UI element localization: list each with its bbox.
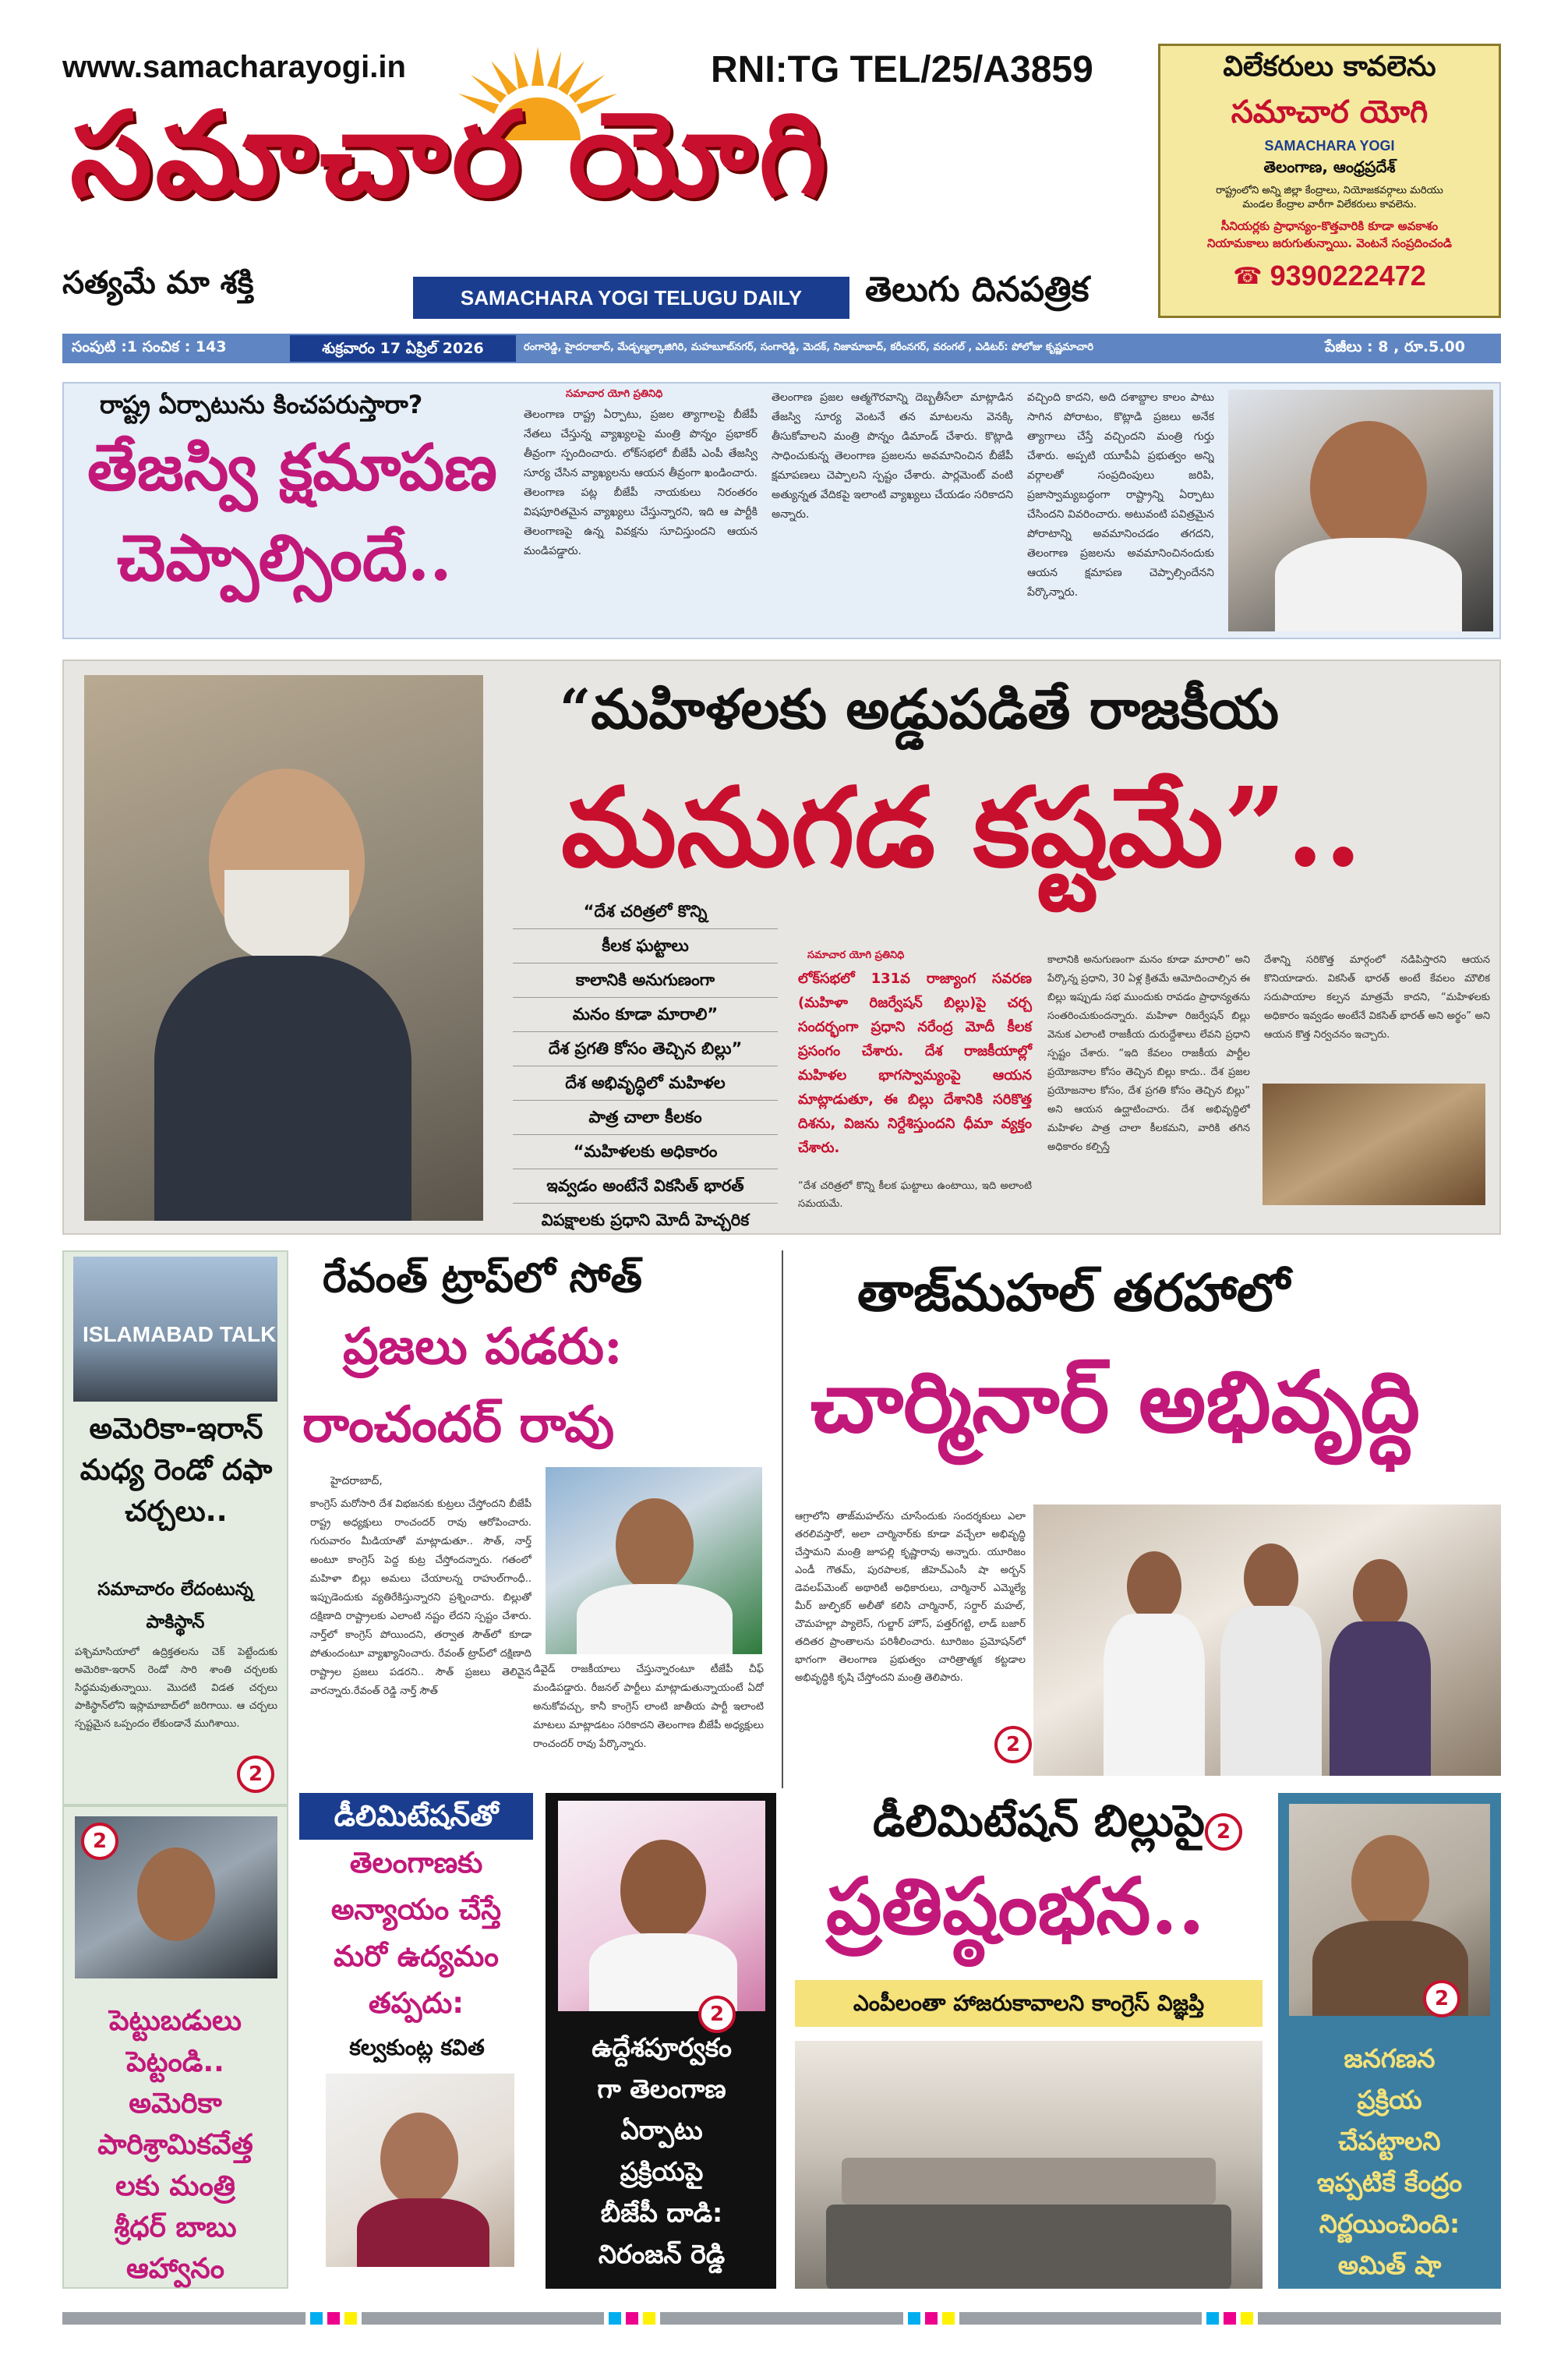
story6-line: మరో ఉద్యమం	[334, 1939, 499, 1973]
page-2-badge[interactable]: 2	[81, 1823, 118, 1860]
story7-line: లకు మంత్రి	[115, 2170, 235, 2202]
story2-lead: లోక్‌సభలో 131వ రాజ్యాంగ సవరణ (మహిళా రిజర్వేషన్ బిల్లు)పై చర్చ సందర్భంగా ప్రధాని నరేంద్ర మోదీ కీలక ప్రసంగం చేశారు. దేశ రాజకీయాల్లో మహిళల భాగస్వామ్యంపై ఆయన మాట్లాడుతూ, ఈ బిల్లు దేశానికి సరికొత్త దిశను, విజను నిర్దేశిస్తుందని ధీమా వ్యక్తం చేశారు.	[798, 971, 1032, 1156]
story8-line: ఉద్దేశపూర్వకం	[592, 2032, 732, 2063]
district-list: రంగారెడ్డి, హైదరాబాద్, మేడ్చల్మల్కాజిగిరి, మహబూబ్‌నగర్, సంగారెడ్డి, మెదక్, నిజామాబాద్, కరీంనగర్, వరంగల్ , ఎడిటర్: పోలోజు కృష్ణమాచారి	[524, 341, 1094, 353]
congress-meeting-photo	[795, 2041, 1263, 2289]
story2-column3: దేశాన్ని సరికొత్త మార్గంలో నడిపిస్తారని ఆయన కొనియాడారు. వికసిత్ భారత్ అంటే కేవలం మౌలిక సదుపాయాల కల్పన మాత్రమే కాదని, “మహిళలకు అధికారం ఇవ్వడం అంటేనే వికసిత్ భారత్ అని అర్థం” అని ఆయన కొత్త నిర్వచనం ఇచ్చారు.	[1264, 954, 1490, 1041]
quote-line: దేశ అభివృద్ధిలో మహిళల	[513, 1066, 778, 1101]
story9-banner: ఎంపీలంతా హాజరుకావాలని కాంగ్రెస్ విజ్ఞప్తి	[795, 1980, 1263, 2027]
story2-byline: సమాచార యోగి ప్రతినిధి	[807, 949, 905, 961]
story1-column1: తెలంగాణ రాష్ట్ర ఏర్పాటు, ప్రజల త్యాగాలపై బీజేపీ నేతలు చేస్తున్న వ్యాఖ్యలపై మంత్రి పొన్నం ప్రభాకర్ తీవ్రంగా స్పందించారు. లోక్‌సభలో బీజేపీ ఎంపీ తేజస్వి సూర్య చేసిన వ్యాఖ్యలను ఆయన తీవ్రంగా ఖండించారు. తెలంగాణ పట్ల బీజేపీ నాయకులు నిరంతరం విషపూరితమైన వ్యాఖ్యలు చేస్తున్నారని, ఇది ఆ పార్టీకి తెలంగాణపై ఉన్న వివక్షను సూచిస్తుందని ఆయన మండిపడ్డారు.	[524, 408, 758, 557]
story10-line: ఇప్పటికే కేంద్రం	[1316, 2167, 1463, 2198]
ponnam-photo	[1228, 390, 1493, 631]
volume-issue: సంపుటి :1 సంచిక : 143	[72, 338, 227, 355]
story10-line: జనగణన	[1344, 2043, 1436, 2074]
story6-line: అన్యాయం చేస్తే	[330, 1893, 502, 1926]
charminar-visit-photo	[1033, 1505, 1501, 1776]
quote-line: పాత్ర చాలా కీలకం	[513, 1101, 778, 1135]
ad-brand-en: SAMACHARA YOGI	[1264, 138, 1395, 154]
story4-headline-line2: రాంచందర్ రావు	[302, 1395, 615, 1454]
story6-line: తప్పదు:	[368, 1986, 464, 2020]
story8-line: నిరంజన్ రెడ్డి	[598, 2239, 726, 2269]
reporters-wanted-ad[interactable]	[1158, 44, 1501, 318]
quote-line: దేశ ప్రగతి కోసం తెచ్చిన బిల్లు”	[513, 1032, 778, 1066]
niranjan-reddy-photo	[558, 1801, 765, 2011]
page-2-badge[interactable]: 2	[237, 1756, 274, 1793]
phone-icon: ☎	[1233, 262, 1263, 290]
page-2-badge[interactable]: 2	[994, 1726, 1032, 1763]
story7-line: శ్రీధర్ బాబు	[114, 2212, 237, 2244]
ad-line2: మండల కేంద్రాల వారీగా విలేకరులు కావలెను.	[1242, 199, 1417, 210]
masthead-title: సమాచార యోగి	[70, 86, 831, 223]
quote-line: కీలక ఘట్టాలు	[513, 929, 778, 964]
ad-line3: సీనియర్లకు ప్రాధాన్యం-కొత్తవారికి కూడా అవకాశం	[1220, 219, 1439, 233]
print-color-bar	[62, 2312, 1501, 2325]
story8-line: గా తెలంగాణ	[597, 2074, 726, 2104]
telugu-daily-label: తెలుగు దినపత్రిక	[865, 270, 1089, 309]
story3-sub: సమాచారం లేదంటున్న పాకిస్థాన్	[97, 1579, 253, 1632]
islamabad-talk-photo	[73, 1257, 277, 1402]
kavitha-photo	[326, 2074, 514, 2267]
quote-line: విపక్షాలకు ప్రధాని మోదీ హెచ్చరిక	[541, 1211, 750, 1229]
story9-kicker: డీలిమిటేషన్ బిల్లుపై	[873, 1796, 1205, 1847]
story10-line: ప్రక్రియ	[1357, 2084, 1422, 2115]
story4-dateline: హైదరాబాద్,	[330, 1475, 383, 1487]
story2-lead-tail: “దేశ చరిత్రలో కొన్ని కీలక ఘట్టాలు ఉంటాయి, ఇది అలాంటి సమయమే.	[798, 1180, 1032, 1210]
story6-byline: కల్వకుంట్ల కవిత	[349, 2035, 485, 2060]
page-2-badge[interactable]: 2	[1205, 1813, 1242, 1851]
story6-headline	[299, 1793, 533, 2027]
story2-column2: కాలానికి అనుగుణంగా మనం కూడా మారాలి” అని పేర్కొన్న ప్రధాని, 30 ఏళ్ల క్రితమే ఆమోదించాల్సిన ఈ బిల్లు ఇప్పుడు సభ ముందుకు రావడం ప్రాధాన్యతను సంతరించుకుందన్నారు. మహిళా రిజర్వేషన్ బిల్లు వెనుక ఎలాంటి రాజకీయ దురుద్దేశాలు లేవని ప్రధాని స్పష్టం చేశారు. “ఇది కేవలం రాజకీయ పార్టీల ప్రయోజనాల కోసం తెచ్చిన బిల్లు కాదు.. దేశ ప్రజల ప్రయోజనాల కోసం, దేశ ప్రగతి కోసం తెచ్చిన బిల్లు” అని ఆయన ఉద్ఘాటించారు. దేశ అభివృద్ధిలో మహిళల పాత్ర చాలా కీలకమని, వారికి తగిన అధికారం కల్పిస్తే	[1047, 954, 1250, 1153]
story7-line: అమెరికా	[129, 2088, 222, 2120]
story3-body: పశ్చిమాసియాలో ఉద్రిక్తతలను చెక్ పెట్టేందుకు అమెరికా-ఇరాన్ రెండో సారి శాంతి చర్చలకు సిద్ధమవుతున్నాయి. మొదటి విడత చర్చలు పాకిస్థాన్‌లోని ఇస్లామాబాద్‌లో జరిగాయి. ఆ చర్చలు స్పష్టమైన ఒప్పందం లేకుండానే ముగిశాయి.	[75, 1646, 277, 1730]
quote-line: “మహిళలకు అధికారం	[513, 1135, 778, 1169]
story4-headline-line1: ప్రజలు పడరు:	[343, 1317, 623, 1376]
story2-headline-line2: మనుగడ కష్టమే”..	[561, 764, 1362, 892]
parliament-photo	[1263, 1084, 1485, 1205]
story6-line: డీలిమిటేషన్‌తో	[299, 1793, 533, 1840]
story4-kicker: రేవంత్ ట్రాప్‌లో సోత్	[323, 1255, 642, 1302]
story7-line: పెట్టుబడులు	[109, 2005, 242, 2037]
story1-byline: సమాచార యోగి ప్రతినిధి	[566, 388, 663, 400]
ad-states: తెలంగాణ, ఆంధ్రప్రదేశ్	[1263, 157, 1396, 176]
story5-body: ఆగ్రాలోని తాజ్‌మహల్‌ను చూసేందుకు సందర్శకులు ఎలా తరలివస్తారో, అలా చార్మినార్‌కు కూడా వచ్చేలా అభివృద్ధి చేస్తామని మంత్రి జూపల్లి కృష్ణారావు అన్నారు. యూరిజం ఎండీ గౌతమ్, పురపాలక, జీహెచ్ఎంసీ షా అర్బన్ డెవలప్‌మెంట్ అథారిటీ అధికారులు, చార్మినార్ ఎమ్మెల్యే మీర్ జుల్ఫికర్ అలీతో కలిసి చార్మినార్, సర్దార్ మహల్, చౌమహల్లా ప్యాలెస్, గుల్జార్ హౌస్, పత్తర్‌గట్టి, లాడ్ బజార్ తదితర ప్రాంతాలను పరిశీలించారు. టూరిజం ప్రమోషన్‌లో భాగంగా తెలంగాణ ప్రభుత్వం చారిత్రాత్మక కట్టడాల అభివృద్ధికి కృషి చేస్తోందని మంత్రి తెలిపారు.	[795, 1511, 1026, 1684]
flags-caption: ISLAMABAD TALK	[83, 1322, 277, 1346]
ad-phone[interactable]: 9390222472	[1270, 260, 1426, 292]
ad-heading: విలేకరులు కావలెను	[1223, 51, 1436, 83]
story2-quotes	[513, 895, 778, 1237]
story1-column3: వచ్చింది కాదని, అది దశాబ్దాల కాలం పాటు సాగిన పోరాటం, కొట్లాడి ప్రజలు అనేక త్యాగాలు చేస్తే వచ్చిందని మంత్రి గుర్తు చేశారు. అప్పటి యూపీఏ ప్రభుత్వం అన్ని వర్గాలతో సంప్రదింపులు జరిపి, ప్రజాస్వామ్యబద్ధంగా రాష్ట్రాన్ని ఏర్పాటు చేసిందని వివరించారు. అటువంటి పవిత్రమైన పోరాటాన్ని అవమానించడం తగదని, తెలంగాణ ప్రజలను అవమానించినందుకు ఆయన క్షమాపణ చెప్పాల్సిందేనని పేర్కొన్నారు.	[1027, 391, 1214, 599]
story4-body-left: కాంగ్రెస్ మరోసారి దేశ విభజనకు కుట్రలు చేస్తోందని బీజేపీ రాష్ట్ర అధ్యక్షులు రాంచందర్ రావు ఆరోపించారు. గురువారం మీడియాతో మాట్లాడుతూ.. సౌత్, నార్త్ అంటూ కాంగ్రెస్ పెద్ద కుట్ర చేస్తోందన్నారు. గతంలో మహిళా బిల్లు అమలు చేయాలన్న రాహుల్‌గాంధీ.. ఇప్పుడెందుకు వ్యతిరేకిస్తున్నారని ప్రశ్నించారు. బిల్లుతో దక్షిణాది రాష్ట్రాలకు ఎలాంటి నష్టం లేదని స్పష్టం చేశారు. నార్త్‌లో కాంగ్రెస్ పోయిందని, తర్వాత సౌత్‌లో కూడా పోతుందంటూ వ్యాఖ్యానించారు. రేవంత్ ట్రాప్‌లో దక్షిణాది రాష్ట్రాల ప్రజలు పడరని.. సౌత్ ప్రజలు తెలివైన వారన్నారు.రేవంత్ రెడ్డి నార్త్ సౌత్	[310, 1498, 531, 1697]
issue-date: శుక్రవారం 17 ఏప్రిల్ 2026	[290, 335, 516, 362]
ad-line4: నియామకాలు జరుగుతున్నాయి. వెంటనే సంప్రదించండి	[1207, 236, 1452, 250]
ad-brand: సమాచార యోగి	[1231, 94, 1429, 130]
story10-line: అమిత్ షా	[1337, 2250, 1442, 2280]
quote-line: కాలానికి అనుగుణంగా	[513, 964, 778, 998]
story8-headline	[552, 2027, 772, 2275]
english-banner: SAMACHARA YOGI TELUGU DAILY	[413, 277, 849, 319]
story7-line: పెట్టండి..	[126, 2046, 224, 2078]
story8-line: ఏర్పాటు	[620, 2115, 703, 2145]
page-2-badge[interactable]: 2	[698, 1996, 736, 2033]
story10-line: చేపట్టాలని	[1338, 2126, 1441, 2156]
ad-line1: రాష్ట్రంలోని అన్ని జిల్లా కేంద్రాలు, నియోజకవర్గాలు మరియు	[1216, 185, 1443, 196]
quote-line: “దేశ చరిత్రలో కొన్ని	[513, 895, 778, 929]
story9-headline: ప్రతిష్ఠంభన..	[826, 1860, 1206, 1952]
story7-line: ఆహ్వానం	[126, 2253, 224, 2285]
ramchander-photo	[546, 1467, 762, 1654]
website-url[interactable]: www.samacharayogi.in	[62, 50, 406, 84]
rni-number: RNI:TG TEL/25/A3859	[711, 49, 1093, 90]
amit-shah-photo	[1289, 1804, 1490, 2016]
story5-headline: చార్మినార్ అభివృద్ధి	[810, 1353, 1421, 1451]
column-divider	[782, 1250, 783, 1788]
pages-price: పేజీలు : 8 , రూ.5.00	[1325, 338, 1465, 355]
story4-body-right: డివైడ్ రాజకీయాలు చేస్తున్నారంటూ టీజేపీ చీఫ్ మండిపడ్డారు. రీజనల్ పార్టీలు మాట్లాడుతున్నాయంటే ఏదో అనుకోవచ్చు, కానీ కాంగ్రెస్ లాంటి జాతీయ పార్టీ ఇలాంటి మాటలు మాట్లాడటం సరికాదని తెలంగాణ బీజేపీ అధ్యక్షులు రాంచందర్ రావు పేర్కొన్నారు.	[533, 1664, 764, 1750]
story10-line: నిర్ణయించింది:	[1319, 2208, 1460, 2239]
quote-line: ఇవ్వడం అంటేనే వికసిత్ భారత్	[513, 1169, 778, 1204]
story7-headline	[70, 2000, 281, 2290]
story1-kicker: రాష్ట్ర ఏర్పాటును కించపరుస్తారా?	[100, 390, 423, 419]
quote-line: మనం కూడా మారాలి”	[513, 998, 778, 1032]
story1-headline-line1: తేజస్వి క్షమాపణ	[87, 430, 497, 505]
masthead-motto: సత్యమే మా శక్తి	[62, 265, 254, 301]
story8-line: బీజేపీ దాడి:	[600, 2198, 723, 2228]
story1-column2: తెలంగాణ ప్రజల ఆత్మగౌరవాన్ని దెబ్బతీసేలా మాట్లాడిన తేజస్వి సూర్య వెంటనే తన మాటలను వెనక్కి తీసుకోవాలని మంత్రి పొన్నం డిమాండ్ చేశారు. కొట్లాడి సాధించుకున్న తెలంగాణ ప్రజలను అవమానించిన బీజేపీ క్షమాపణలు చెప్పాలని స్పష్టం చేశారు. పార్లమెంట్ వంటి అత్యున్నత వేదికపై ఇలాంటి వ్యాఖ్యలు చేయడం సరికాదని అన్నారు.	[772, 391, 1013, 521]
page-2-badge[interactable]: 2	[1423, 1980, 1460, 2017]
story8-line: ప్రక్రియపై	[620, 2156, 704, 2187]
story7-line: పారిశ్రామికవేత్త	[97, 2129, 253, 2161]
story3-headline: అమెరికా-ఇరాన్ మధ్య రెండో దఫా చర్చలు..	[79, 1412, 273, 1528]
story5-kicker: తాజ్‌మహల్ తరహాలో	[857, 1263, 1290, 1323]
modi-photo	[84, 675, 483, 1221]
story10-headline	[1283, 2038, 1496, 2286]
story6-line: తెలంగాణకు	[349, 1846, 483, 1879]
story2-headline-line1: “మహిళలకు అడ్డుపడితే రాజకీయ	[560, 677, 1280, 741]
story1-headline-line2: చెప్పాల్సిందే..	[117, 521, 452, 596]
